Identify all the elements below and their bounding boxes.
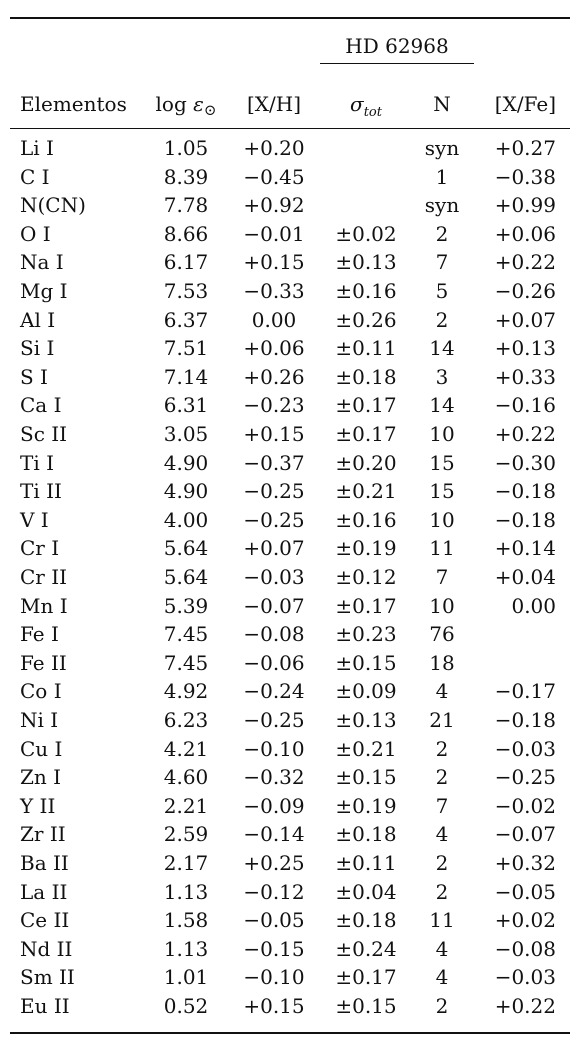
xh-cell: −0.37 <box>243 450 305 475</box>
table-row <box>0 592 580 621</box>
xfe-cell: +0.99 <box>494 193 556 218</box>
table-row <box>0 763 580 792</box>
xfe-cell: +0.02 <box>494 908 556 933</box>
log-eps-cell: 8.66 <box>163 221 209 246</box>
xfe-cell: −0.02 <box>494 793 556 818</box>
element-cell: Ca I <box>20 393 62 418</box>
header-sun-subscript: ⊙ <box>203 101 217 119</box>
element-cell: Ti II <box>20 479 62 504</box>
n-cell: 5 <box>435 279 449 303</box>
xh-cell: +0.26 <box>243 364 305 389</box>
xh-cell: −0.03 <box>243 565 305 589</box>
sigma-cell: ±0.16 <box>335 507 397 532</box>
sigma-cell: ±0.19 <box>335 793 397 818</box>
sigma-cell: ±0.18 <box>335 364 397 389</box>
log-eps-cell: 2.21 <box>163 793 209 818</box>
n-cell: syn <box>424 193 460 218</box>
xh-cell: −0.25 <box>243 479 305 504</box>
n-cell: 4 <box>435 965 449 990</box>
table-row <box>0 506 580 535</box>
xh-cell: −0.33 <box>243 279 305 303</box>
n-cell: 14 <box>429 336 455 361</box>
log-eps-cell: 6.31 <box>163 393 209 418</box>
table-row <box>0 306 580 335</box>
table-row <box>0 878 580 907</box>
table-row <box>0 363 580 392</box>
sigma-cell: ±0.26 <box>335 307 397 332</box>
xfe-cell: −0.03 <box>494 965 556 990</box>
table-row <box>0 677 580 706</box>
element-cell: Fe II <box>20 650 67 675</box>
table-row <box>0 191 580 220</box>
sigma-cell: ±0.15 <box>335 650 397 675</box>
element-cell: Zn I <box>20 765 62 790</box>
log-eps-cell: 3.05 <box>163 422 209 446</box>
xfe-cell: +0.22 <box>494 250 556 275</box>
element-cell: Cu I <box>20 736 63 761</box>
n-cell: 2 <box>435 765 449 790</box>
table-row <box>0 534 580 563</box>
sigma-cell: ±0.04 <box>335 879 397 904</box>
element-cell: S I <box>20 364 48 389</box>
header-element: Elementos <box>20 92 127 116</box>
header-log-text: log <box>155 92 194 116</box>
element-cell: Si I <box>20 336 55 361</box>
xfe-cell: −0.16 <box>494 393 556 418</box>
xfe-cell: −0.26 <box>494 279 556 303</box>
xh-cell: +0.92 <box>243 193 305 218</box>
n-cell: 76 <box>429 622 455 647</box>
table-row <box>0 449 580 478</box>
n-cell: 15 <box>429 450 455 475</box>
xh-cell: −0.05 <box>243 908 305 933</box>
element-cell: C I <box>20 164 50 189</box>
sigma-cell: ±0.12 <box>335 565 397 589</box>
n-cell: 2 <box>435 221 449 246</box>
sigma-cell: ±0.15 <box>335 765 397 790</box>
xfe-cell: +0.14 <box>494 536 556 561</box>
header-eps-symbol: ε <box>193 92 204 116</box>
header-xh: [X/H] <box>246 92 302 116</box>
xh-cell: −0.08 <box>243 622 305 647</box>
top-rule <box>10 17 570 19</box>
xh-cell: −0.14 <box>243 822 305 847</box>
log-eps-cell: 5.64 <box>163 536 209 561</box>
log-eps-cell: 6.37 <box>163 307 209 332</box>
table-row <box>0 563 580 592</box>
xfe-cell: −0.07 <box>494 822 556 847</box>
element-cell: Sc II <box>20 422 68 446</box>
element-cell: Ba II <box>20 851 69 875</box>
xh-cell: −0.15 <box>243 936 305 961</box>
sigma-cell: ±0.24 <box>335 936 397 961</box>
n-cell: 1 <box>435 164 449 189</box>
n-cell: 2 <box>435 879 449 904</box>
xh-cell: +0.25 <box>243 851 305 875</box>
log-eps-cell: 4.21 <box>163 736 209 761</box>
n-cell: 3 <box>435 364 449 389</box>
element-cell: Ce II <box>20 908 70 933</box>
log-eps-cell: 4.92 <box>163 679 209 704</box>
xfe-cell: +0.22 <box>494 422 556 446</box>
element-cell: Co I <box>20 679 62 704</box>
element-cell: Ti I <box>20 450 54 475</box>
sigma-cell: ±0.17 <box>335 393 397 418</box>
log-eps-cell: 4.60 <box>163 765 209 790</box>
table-row <box>0 906 580 935</box>
xfe-cell: −0.18 <box>494 479 556 504</box>
table-row <box>0 134 580 163</box>
element-cell: Ni I <box>20 708 59 732</box>
n-cell: 4 <box>435 679 449 704</box>
table-row <box>0 792 580 821</box>
log-eps-cell: 1.13 <box>163 879 209 904</box>
header-rule <box>10 128 570 129</box>
xh-cell: −0.25 <box>243 507 305 532</box>
xfe-cell: +0.33 <box>494 364 556 389</box>
sigma-cell: ±0.18 <box>335 908 397 933</box>
sigma-cell: ±0.18 <box>335 822 397 847</box>
xh-cell: +0.20 <box>243 136 305 160</box>
sigma-cell: ±0.02 <box>335 221 397 246</box>
element-cell: Y II <box>20 793 56 818</box>
n-cell: syn <box>424 136 460 160</box>
table-row <box>0 735 580 764</box>
header-sigma-subscript: tot <box>363 105 382 120</box>
element-cell: La II <box>20 879 68 904</box>
bottom-rule <box>10 1032 570 1034</box>
xfe-cell: −0.25 <box>494 765 556 790</box>
table-row <box>0 963 580 992</box>
xfe-cell: +0.22 <box>494 994 556 1018</box>
log-eps-cell: 7.45 <box>163 650 209 675</box>
xh-cell: −0.45 <box>243 164 305 189</box>
xfe-cell: +0.07 <box>494 307 556 332</box>
n-cell: 4 <box>435 936 449 961</box>
xh-cell: 0.00 <box>251 307 297 332</box>
table-row <box>0 163 580 192</box>
sigma-cell: ±0.23 <box>335 622 397 647</box>
log-eps-cell: 1.05 <box>163 136 209 160</box>
xfe-cell: −0.30 <box>494 450 556 475</box>
xh-cell: −0.12 <box>243 879 305 904</box>
table-row <box>0 649 580 678</box>
header-log-eps <box>150 90 222 125</box>
log-eps-cell: 4.00 <box>163 507 209 532</box>
n-cell: 11 <box>429 908 455 933</box>
n-cell: 21 <box>429 708 455 732</box>
xfe-cell: +0.13 <box>494 336 556 361</box>
log-eps-cell: 6.23 <box>163 708 209 732</box>
n-cell: 4 <box>435 822 449 847</box>
sigma-cell: ±0.13 <box>335 708 397 732</box>
element-cell: Mn I <box>20 593 68 618</box>
element-cell: Na I <box>20 250 64 275</box>
sigma-cell: ±0.20 <box>335 450 397 475</box>
log-eps-cell: 1.01 <box>163 965 209 990</box>
n-cell: 15 <box>429 479 455 504</box>
log-eps-cell: 7.45 <box>163 622 209 647</box>
xfe-cell: −0.17 <box>494 679 556 704</box>
n-cell: 11 <box>429 536 455 561</box>
xh-cell: −0.01 <box>243 221 305 246</box>
sigma-cell: ±0.19 <box>335 536 397 561</box>
n-cell: 7 <box>435 793 449 818</box>
element-cell: Cr I <box>20 536 60 561</box>
table-row <box>0 620 580 649</box>
element-cell: Sm II <box>20 965 75 990</box>
n-cell: 2 <box>435 307 449 332</box>
table-row <box>0 992 580 1021</box>
sigma-cell: ±0.16 <box>335 279 397 303</box>
element-cell: Li I <box>20 136 54 160</box>
table-row <box>0 706 580 735</box>
xfe-cell: −0.08 <box>494 936 556 961</box>
element-cell: Cr II <box>20 565 68 589</box>
header-sigma <box>326 90 406 128</box>
table-row <box>0 935 580 964</box>
xfe-cell: 0.00 <box>511 593 556 618</box>
xh-cell: +0.15 <box>243 994 305 1018</box>
log-eps-cell: 1.13 <box>163 936 209 961</box>
xh-cell: −0.24 <box>243 679 305 704</box>
log-eps-cell: 0.52 <box>163 994 209 1018</box>
xfe-cell: −0.18 <box>494 708 556 732</box>
xfe-cell: +0.32 <box>494 851 556 875</box>
header-xfe: [X/Fe] <box>494 92 556 116</box>
element-cell: Mg I <box>20 279 68 303</box>
group-header-underline <box>320 63 474 64</box>
sigma-cell: ±0.17 <box>335 965 397 990</box>
n-cell: 10 <box>429 507 455 532</box>
log-eps-cell: 5.39 <box>163 593 209 618</box>
xh-cell: −0.23 <box>243 393 305 418</box>
xfe-cell: −0.18 <box>494 507 556 532</box>
log-eps-cell: 6.17 <box>163 250 209 275</box>
n-cell: 7 <box>435 250 449 275</box>
table-row <box>0 248 580 277</box>
xh-cell: −0.25 <box>243 708 305 732</box>
n-cell: 10 <box>429 593 455 618</box>
xh-cell: +0.06 <box>243 336 305 361</box>
table-row <box>0 334 580 363</box>
element-cell: Al I <box>20 307 56 332</box>
xh-cell: +0.15 <box>243 250 305 275</box>
n-cell: 14 <box>429 393 455 418</box>
table-row <box>0 820 580 849</box>
log-eps-cell: 2.59 <box>163 822 209 847</box>
xh-cell: +0.15 <box>243 422 305 446</box>
xh-cell: −0.09 <box>243 793 305 818</box>
sigma-cell: ±0.17 <box>335 422 397 446</box>
table-row <box>0 277 580 306</box>
xfe-cell: −0.05 <box>494 879 556 904</box>
log-eps-cell: 7.53 <box>163 279 209 303</box>
element-cell: O I <box>20 221 51 246</box>
element-cell: Fe I <box>20 622 59 647</box>
group-header-star: HD 62968 <box>345 34 449 58</box>
log-eps-cell: 4.90 <box>163 479 209 504</box>
xfe-cell: −0.03 <box>494 736 556 761</box>
header-n: N <box>433 92 451 116</box>
element-cell: Zr II <box>20 822 66 847</box>
table-row <box>0 849 580 878</box>
log-eps-cell: 8.39 <box>163 164 209 189</box>
header-row <box>0 90 580 119</box>
n-cell: 18 <box>429 650 455 675</box>
xh-cell: −0.10 <box>243 965 305 990</box>
sigma-cell: ±0.17 <box>335 593 397 618</box>
log-eps-cell: 4.90 <box>163 450 209 475</box>
xh-cell: −0.32 <box>243 765 305 790</box>
n-cell: 2 <box>435 994 449 1018</box>
sigma-cell: ±0.11 <box>335 336 397 361</box>
xh-cell: −0.10 <box>243 736 305 761</box>
log-eps-cell: 5.64 <box>163 565 209 589</box>
element-cell: V I <box>20 507 49 532</box>
sigma-cell: ±0.21 <box>335 479 397 504</box>
xh-cell: −0.07 <box>243 593 305 618</box>
n-cell: 10 <box>429 422 455 446</box>
element-cell: N(CN) <box>20 193 86 218</box>
sigma-cell: ±0.11 <box>335 851 397 875</box>
xh-cell: −0.06 <box>243 650 305 675</box>
log-eps-cell: 7.51 <box>163 336 209 361</box>
log-eps-cell: 7.14 <box>163 364 209 389</box>
xfe-cell: +0.04 <box>494 565 556 589</box>
n-cell: 2 <box>435 851 449 875</box>
element-cell: Eu II <box>20 994 70 1018</box>
sigma-cell: ±0.13 <box>335 250 397 275</box>
sigma-cell: ±0.15 <box>335 994 397 1018</box>
log-eps-cell: 2.17 <box>163 851 209 875</box>
n-cell: 2 <box>435 736 449 761</box>
table-row <box>0 477 580 506</box>
header-sigma-symbol: σ <box>350 92 364 116</box>
table-row <box>0 420 580 449</box>
sigma-cell: ±0.09 <box>335 679 397 704</box>
sigma-cell: ±0.21 <box>335 736 397 761</box>
xfe-cell: +0.06 <box>494 221 556 246</box>
table-row <box>0 220 580 249</box>
element-cell: Nd II <box>20 936 73 961</box>
log-eps-cell: 7.78 <box>163 193 209 218</box>
xfe-cell: +0.27 <box>494 136 556 160</box>
table-row <box>0 391 580 420</box>
log-eps-cell: 1.58 <box>163 908 209 933</box>
xfe-cell: −0.38 <box>494 164 556 189</box>
xh-cell: +0.07 <box>243 536 305 561</box>
n-cell: 7 <box>435 565 449 589</box>
